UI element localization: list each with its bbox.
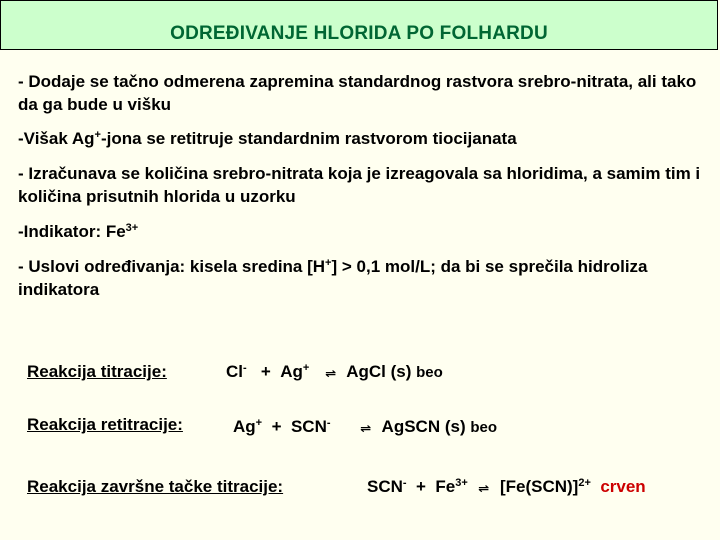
bullet-list <box>18 70 708 301</box>
reaction-retitration-label: Reakcija retitracije: <box>27 415 183 434</box>
page-title: ODREĐIVANJE HLORIDA PO FOLHARDU <box>170 23 548 44</box>
reaction-endpoint-equation: $SCN^- + Fe^{3+}$ ⇌ $[Fe(SCN)]^{2+}$ crven <box>367 477 646 496</box>
reaction-titration-label: Reakcija titracije: <box>27 362 167 381</box>
bullet-conditions: - Uslovi određivanja: kisela sredina [H+] > 0,1 mol/L; da bi se sprečila hidroliza indikatora <box>18 257 648 299</box>
reaction-endpoint-label: Reakcija završne tačke titracije: <box>27 477 284 496</box>
bullet-indicator: -Indikator: $Fe^{3+}$ <box>18 222 139 241</box>
equilibrium-arrow-icon: ⇌ <box>324 367 336 380</box>
bullet-silver-nitrate: - Dodaje se tačno odmerena zapremina standardnog rastvora srebro-nitrata, ali tako da ga bude u višku <box>18 72 697 114</box>
reaction-retitration-equation: Ag+ + SCN- ⇌ AgSCN (s) beo <box>233 417 498 436</box>
equilibrium-arrow-icon: ⇌ <box>359 422 372 435</box>
reaction-titration-equation: Cl- + Ag+ ⇌ AgCl (s) beo <box>226 362 443 381</box>
equilibrium-arrow-icon: ⇌ <box>478 482 490 495</box>
bullet-retitration: -Višak Ag+-jona se retitruje standardnim rastvorom tiocijanata <box>18 129 517 148</box>
bullet-calculation: - Izračunava se količina srebro-nitrata koja je izreagovala sa hloridima, a samim tim i količina prisutnih hlorida u uzorku <box>18 164 701 206</box>
title-bar <box>0 0 718 50</box>
color-note-red: crven <box>600 477 646 496</box>
